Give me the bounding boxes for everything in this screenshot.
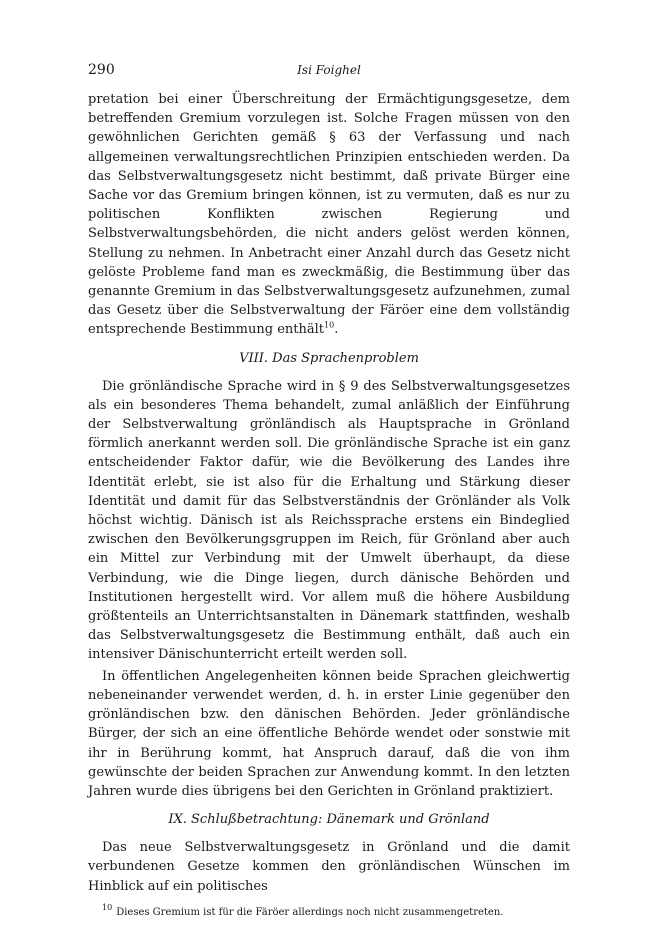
footnote-mark: 10 [102, 903, 113, 913]
paragraph-end: . [334, 322, 339, 338]
paragraph-text: pretation bei einer Überschreitung der Ermächtigungsgesetze, dem betreffenden Gremium vorzulegen ist. Solche Fragen müssen von den gewöhnlichen Gerichten gemäß § 63 der Verfassung und nach allgemeinen verwaltungsrechtlichen Prinzipien entschieden werden. Da das Selbstverwaltungsgesetz nicht bestimmt, daß private Bürger eine Sache vor das Gremium bringen können, ist zu vermuten, daß es nur zu politischen Konflikten zwischen Regierung und Selbstverwaltungsbehörden, die nicht anders gelöst werden können, Stellung zu nehmen. In Anbetracht einer Anzahl durch das Gesetz nicht gelöste Probleme fand man es zweckmäßig, die Bestimmung über das genannte Gremium in das Selbstverwaltungsgesetz aufzunehmen, zumal das Gesetz über die Selbstverwaltung der Färöer eine dem vollständig entsprechende Bestimmung enthält [88, 92, 570, 338]
paragraph-language-1: Die grönländische Sprache wird in § 9 des Selbstverwaltungsgesetzes als ein besonderes Thema behandelt, zumal anläßlich der Einführung der Selbstverwaltung grönländisch als Hauptsprache in Grönland förmlich anerkannt werden soll. Die grönländische Sprache ist ein ganz entscheidender Faktor dafür, wie die Bevölkerung des Landes ihre Identität erlebt, sie ist also für die Erhaltung und Stärkung dieser Identität und damit für das Selbstverständnis der Grönländer als Volk höchst wichtig. Dänisch ist als Reichssprache erstens ein Bindeglied zwischen den Bevölkerungsgruppen im Reich, für Grönland aber auch ein Mittel zur Verbindung mit der Umwelt überhaupt, da diese Verbindung, wie die Dinge liegen, durch dänische Behörden und Institutionen hergestellt wird. Vor allem muß die höhere Ausbildung größtenteils an Unterrichtsanstalten in Dänemark stattfinden, weshalb das Selbstverwaltungsgesetz die Bestimmung enthält, daß auch ein intensiver Dänischunterricht erteilt werden soll. [88, 378, 570, 663]
section-heading-viii: VIII. Das Sprachenproblem [239, 350, 419, 366]
paragraph-language-2: In öffentlichen Angelegenheiten können beide Sprachen gleichwertig nebeneinander verwendet werden, d. h. in erster Linie gegenüber den grönländischen bzw. den dänischen Behörden. Jeder grönländische Bürger, der sich an eine öffentliche Behörde wendet oder sonstwie mit ihr in Berührung kommt, hat Anspruch darauf, daß die von ihm gewünschte der beiden Sprachen zur Anwendung kommt. In den letzten Jahren wurde dies übrigens bei den Gerichten in Grönland praktiziert. [88, 668, 570, 799]
footnote-reference: 10 [324, 321, 335, 331]
page-header [88, 62, 570, 86]
paragraph-conclusion: Das neue Selbstverwaltungsgesetz in Grönland und die damit verbundenen Gesetze kommen den grönländischen Wünschen im Hinblick auf ein politisches [88, 840, 570, 894]
footnote [88, 903, 570, 920]
body-text [88, 90, 570, 896]
paragraph-continuation [88, 90, 570, 340]
book-page [88, 62, 570, 920]
section-heading-ix: IX. Schlußbetrachtung: Dänemark und Grönland [168, 812, 490, 828]
running-head: Isi Foighel [297, 63, 361, 77]
footnote-text: Dieses Gremium ist für die Färöer allerdings noch nicht zusammengetreten. [116, 906, 504, 918]
page-number: 290 [88, 62, 115, 78]
